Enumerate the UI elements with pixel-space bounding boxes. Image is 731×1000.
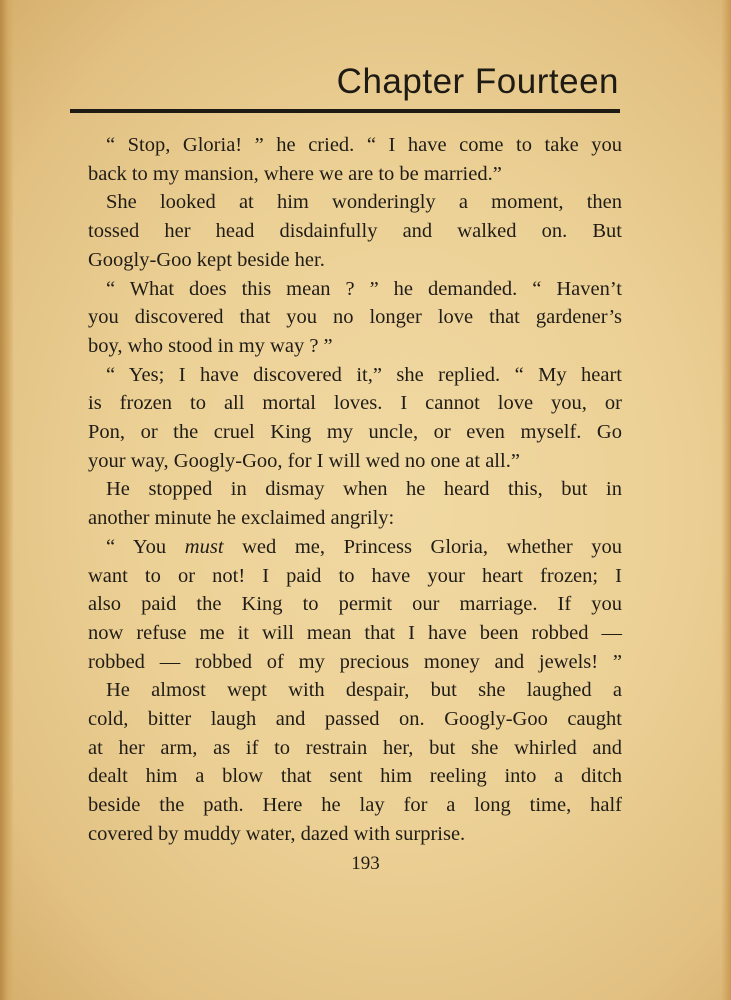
text-line: want to or not! I paid to have your heart frozen; I	[88, 564, 622, 587]
text-line: Pon, or the cruel King my uncle, or even myself. Go	[88, 421, 622, 444]
text-line: He almost wept with despair, but she laughed a	[106, 679, 622, 702]
text-line: at her arm, as if to restrain her, but she whirled and	[88, 736, 622, 759]
text-line: He stopped in dismay when he heard this, but in	[106, 478, 622, 501]
text-line: robbed — robbed of my precious money and jewels! ”	[88, 650, 622, 673]
page-left-shadow	[0, 0, 14, 1000]
text-line: cold, bitter laugh and passed on. Googly-Goo caught	[88, 708, 622, 731]
text-line: now refuse me it will mean that I have been robbed —	[88, 621, 622, 644]
text-line: She looked at him wonderingly a moment, then	[106, 191, 622, 214]
paragraph	[70, 475, 622, 532]
paragraph	[70, 131, 622, 188]
text-line: “ Stop, Gloria! ” he cried. “ I have come to take you	[106, 134, 622, 156]
text-line: tossed her head disdainfully and walked on. But	[88, 220, 622, 243]
text-line: “ You must wed me, Princess Gloria, whether you	[106, 535, 622, 558]
page-right-shadow	[721, 0, 731, 1000]
paragraph	[70, 275, 622, 361]
text-line: also paid the King to permit our marriage. If you	[88, 593, 622, 616]
body-text	[70, 131, 622, 849]
page-number: 193	[351, 853, 380, 874]
text-line: your way, Googly-Goo, for I will wed no one at all.”	[88, 449, 520, 472]
text-line: is frozen to all mortal loves. I cannot love you, or	[88, 392, 622, 415]
text-line: beside the path. Here he lay for a long time, half	[88, 794, 622, 817]
paragraph	[70, 676, 622, 848]
text-line: boy, who stood in my way ? ”	[88, 334, 333, 357]
text-line: back to my mansion, where we are to be married.”	[88, 162, 502, 185]
chapter-title: Chapter Fourteen	[336, 62, 619, 101]
paragraph	[70, 361, 622, 476]
paragraph	[70, 188, 622, 274]
title-rule	[70, 109, 620, 113]
text-line: Googly-Goo kept beside her.	[88, 248, 325, 271]
paragraph	[70, 533, 622, 677]
text-line: “ What does this mean ? ” he demanded. “ Haven’t	[106, 277, 622, 300]
text-line: another minute he exclaimed angrily:	[88, 507, 395, 530]
emphasis-must: must	[184, 535, 224, 558]
text-line: covered by muddy water, dazed with surprise.	[88, 822, 466, 845]
text-line: “ Yes; I have discovered it,” she replied. “ My heart	[106, 363, 622, 386]
text-line: dealt him a blow that sent him reeling into a ditch	[88, 765, 622, 788]
text-line: you discovered that you no longer love that gardener’s	[88, 306, 622, 329]
